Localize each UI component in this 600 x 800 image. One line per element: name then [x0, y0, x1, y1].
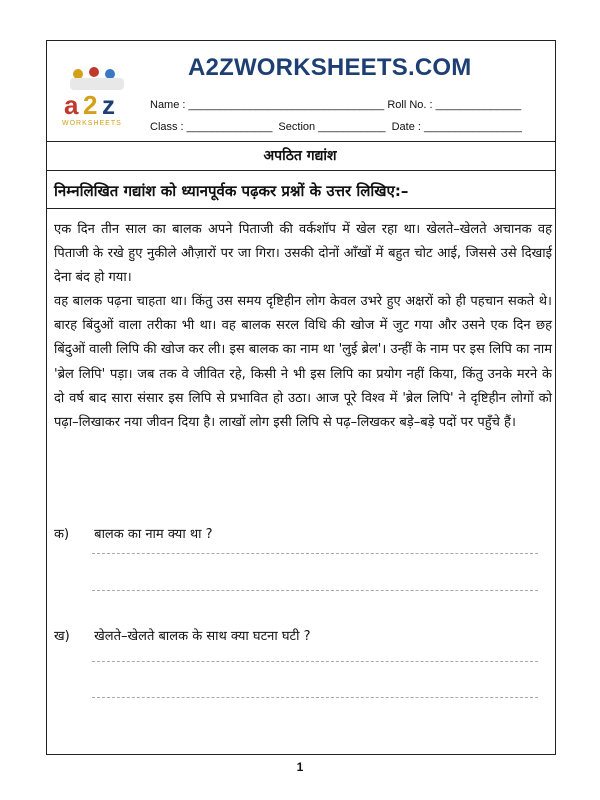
passage-paragraph: एक दिन तीन साल का बालक अपने पिताजी की वर्कशॉप में खेल रहा था। खेलते–खेलते अचानक वह पिताजी के रखे हुए नुकीले औज़ारों पर जा गिरा। उसकी दोनों आँखों में बहुत चोट आई, जिससे उसे दिखाई देना बंद हो गया। — [54, 222, 552, 286]
answer-line[interactable] — [92, 661, 538, 662]
question-text: बालक का नाम क्या था ? — [94, 527, 213, 542]
answer-line[interactable] — [92, 553, 538, 554]
svg-text:z: z — [102, 90, 115, 120]
question-2 — [54, 626, 311, 644]
class-section-date-row — [150, 121, 522, 133]
worksheet-title: अपठित गद्यांश — [263, 148, 337, 164]
instruction: निम्नलिखित गद्यांश को ध्यानपूर्वक पढ़कर प्रश्नों के उत्तर लिखिए:– — [54, 182, 409, 200]
svg-text:WORKSHEETS: WORKSHEETS — [62, 120, 122, 127]
answer-line[interactable] — [92, 697, 538, 698]
question-text: खेलते–खेलते बालक के साथ क्या घटना घटी ? — [94, 629, 311, 644]
page-number: 1 — [296, 760, 304, 774]
question-1 — [54, 524, 213, 542]
name-rollno-fields: Name : ________________________________ Roll No. : ______________ — [150, 99, 522, 111]
site-title: A2ZWORKSHEETS.COM — [188, 54, 472, 81]
passage — [54, 218, 552, 435]
svg-text:2: 2 — [83, 90, 98, 120]
title-divider — [46, 170, 556, 171]
name-rollno-row — [150, 99, 521, 111]
instruction-divider — [46, 208, 556, 209]
svg-text:a: a — [64, 90, 79, 120]
class-section-date-fields: Class : ______________ Section ___________ Date : ________________ — [150, 121, 522, 133]
question-label: ख) — [54, 629, 70, 644]
a2z-logo — [56, 64, 136, 128]
header-divider — [46, 141, 556, 142]
question-label: क) — [54, 527, 70, 542]
passage-paragraph: वह बालक पढ़ना चाहता था। किंतु उस समय दृष्टिहीन लोग केवल उभरे हुए अक्षरों को ही पहचान सकते थे। बारह बिंदुओं वाला तरीका भी था। वह बालक सरल विधि की खोज में जुट गया और उसने एक दिन छह बिंदुओं वाली लिपि की खोज कर ली। इस बालक का नाम था 'लुई ब्रेल'। उन्हीं के नाम पर इस लिपि का नाम 'ब्रेल लिपि' पड़ा। जब तक वे जीवित रहे, किसी ने भी इस लिपि का प्रयोग नहीं किया, किंतु उनके मरने के दो वर्ष बाद सारा संसार इस लिपि से प्रभावित हो उठा। आज पूरे विश्व में 'ब्रेल लिपि' ने दृष्टिहीन लोगों को पढ़ा–लिखाकर नया जीवन दिया है। लाखों लोग इसी लिपि से पढ़–लिखकर बड़े–बड़े पदों पर पहुँचे हैं। — [54, 294, 552, 430]
answer-line[interactable] — [92, 590, 538, 591]
